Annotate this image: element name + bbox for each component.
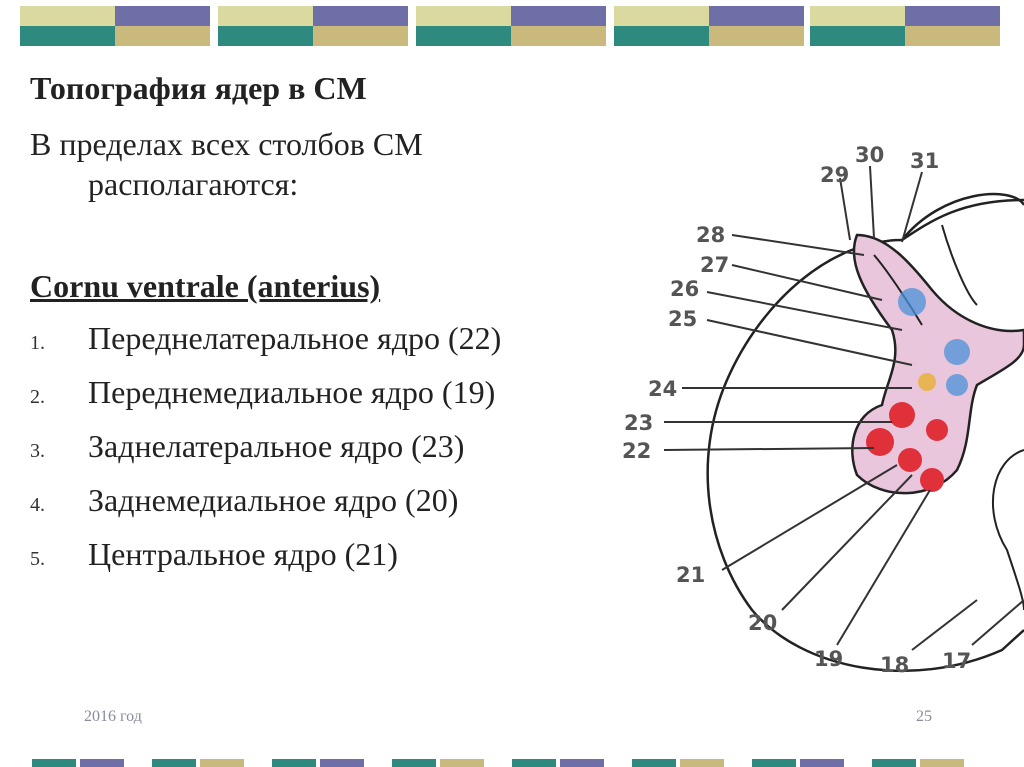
yellow-nucleus (918, 373, 936, 391)
band-block (32, 759, 76, 767)
diagram-label: 29 (820, 163, 850, 187)
subtitle-line-1: В пределах всех столбов СМ (30, 126, 423, 162)
slide-subtitle (30, 124, 590, 204)
footer-date: 2016 год (84, 708, 142, 725)
red-nucleus (920, 468, 944, 492)
list-item (30, 374, 501, 428)
list-item-text: Заднемедиальное ядро (20) (88, 482, 459, 518)
list-item-text: Переднемедиальное ядро (19) (88, 374, 496, 410)
band-block (440, 759, 484, 767)
list-item-number: 3. (30, 440, 45, 462)
band-block (560, 759, 604, 767)
band-block (416, 6, 606, 46)
band-block (810, 6, 1000, 46)
band-block (218, 6, 408, 46)
list-item (30, 482, 501, 536)
red-nucleus (898, 448, 922, 472)
list-item-text: Заднелатеральное ядро (23) (88, 428, 465, 464)
blue-nucleus (946, 374, 968, 396)
band-block (80, 759, 124, 767)
band-block (680, 759, 724, 767)
list-item-number: 2. (30, 386, 45, 408)
list-item-text: Центральное ядро (21) (88, 536, 398, 572)
diagram-label: 28 (696, 223, 726, 247)
blue-nucleus (944, 339, 970, 365)
band-block (20, 6, 210, 46)
section-heading: Cornu ventrale (anterius) (30, 268, 381, 304)
diagram-label: 21 (676, 563, 706, 587)
band-block (272, 759, 316, 767)
band-block (152, 759, 196, 767)
band-block (632, 759, 676, 767)
band-block (392, 759, 436, 767)
spinal-cord-diagram (612, 130, 1024, 690)
diagram-label: 18 (880, 653, 910, 677)
diagram-label: 31 (910, 149, 940, 173)
list-item-text: Переднелатеральное ядро (22) (88, 320, 502, 356)
subtitle-line-2: располагаются: (88, 166, 299, 202)
blue-nucleus (898, 288, 926, 316)
band-block (872, 759, 916, 767)
list-item (30, 320, 501, 374)
list-item-number: 1. (30, 332, 45, 354)
diagram-label: 19 (814, 647, 844, 671)
diagram-label: 17 (942, 649, 972, 673)
diagram-label: 23 (624, 411, 654, 435)
band-block (320, 759, 364, 767)
diagram-label: 20 (748, 611, 778, 635)
slide-title: Топография ядер в СМ (30, 70, 367, 106)
red-nucleus (889, 402, 915, 428)
band-block (200, 759, 244, 767)
band-block (512, 759, 556, 767)
band-block (614, 6, 804, 46)
diagram-label: 30 (855, 143, 885, 167)
nuclei-list (30, 320, 501, 590)
diagram-label: 25 (668, 307, 698, 331)
list-item (30, 536, 501, 590)
diagram-label: 22 (622, 439, 652, 463)
band-block (920, 759, 964, 767)
central-contour (993, 450, 1024, 610)
diagram-label: 26 (670, 277, 700, 301)
band-block (800, 759, 844, 767)
list-item-number: 4. (30, 494, 45, 516)
red-nucleus (866, 428, 894, 456)
diagram-label: 24 (648, 377, 678, 401)
posterior-root (942, 225, 977, 305)
page-number: 25 (916, 708, 932, 725)
list-item-number: 5. (30, 548, 45, 570)
band-block (752, 759, 796, 767)
diagram-label: 27 (700, 253, 730, 277)
list-item (30, 428, 501, 482)
red-nucleus (926, 419, 948, 441)
bottom-decorative-band (32, 759, 992, 767)
top-decorative-band (20, 6, 1000, 46)
